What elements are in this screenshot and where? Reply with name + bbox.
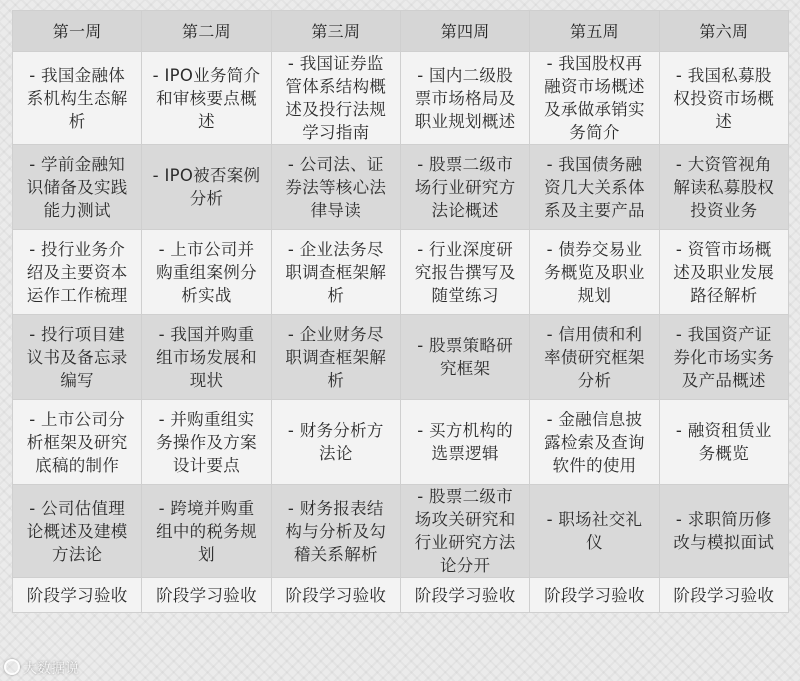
assessment-cell: 阶段学习验收 [659, 578, 788, 613]
topic-cell: - 公司法、证券法等核心法律导读 [271, 145, 400, 230]
topic-cell: - 求职简历修改与模拟面试 [659, 485, 788, 578]
topic-cell: - 投行业务介绍及主要资本运作工作梳理 [13, 230, 142, 315]
course-schedule-table [12, 10, 789, 613]
topic-cell: - IPO被否案例分析 [142, 145, 271, 230]
week-header: 第四周 [400, 11, 529, 52]
assessment-cell: 阶段学习验收 [530, 578, 659, 613]
topic-cell: - 我国债务融资几大关系体系及主要产品 [530, 145, 659, 230]
topic-cell: - 买方机构的选票逻辑 [400, 400, 529, 485]
assessment-cell: 阶段学习验收 [13, 578, 142, 613]
table-row [13, 400, 789, 485]
topic-cell: - 国内二级股票市场格局及职业规划概述 [400, 52, 529, 145]
topic-cell: - 跨境并购重组中的税务规划 [142, 485, 271, 578]
assessment-cell: 阶段学习验收 [142, 578, 271, 613]
week-header: 第六周 [659, 11, 788, 52]
week-header: 第三周 [271, 11, 400, 52]
topic-cell: - 我国证券监管体系结构概述及投行法规学习指南 [271, 52, 400, 145]
assessment-cell: 阶段学习验收 [400, 578, 529, 613]
week-header: 第一周 [13, 11, 142, 52]
topic-cell: - 行业深度研究报告撰写及随堂练习 [400, 230, 529, 315]
topic-cell: - 股票二级市场攻关研究和行业研究方法论分开 [400, 485, 529, 578]
topic-cell: - 我国股权再融资市场概述及承做承销实务简介 [530, 52, 659, 145]
topic-cell: - 职场社交礼仪 [530, 485, 659, 578]
topic-cell: - 财务报表结构与分析及勾稽关系解析 [271, 485, 400, 578]
table-row [13, 315, 789, 400]
topic-cell: - 信用债和利率债研究框架分析 [530, 315, 659, 400]
table-row [13, 145, 789, 230]
topic-cell: - 财务分析方法论 [271, 400, 400, 485]
watermark-logo-icon [4, 659, 20, 675]
topic-cell: - 股票策略研究框架 [400, 315, 529, 400]
assessment-cell: 阶段学习验收 [271, 578, 400, 613]
table-row [13, 230, 789, 315]
header-row [13, 11, 789, 52]
topic-cell: - 融资租赁业务概览 [659, 400, 788, 485]
table-row [13, 52, 789, 145]
table-row [13, 485, 789, 578]
week-header: 第五周 [530, 11, 659, 52]
topic-cell: - 股票二级市场行业研究方法论概述 [400, 145, 529, 230]
week-header: 第二周 [142, 11, 271, 52]
topic-cell: - 我国金融体系机构生态解析 [13, 52, 142, 145]
topic-cell: - 金融信息披露检索及查询软件的使用 [530, 400, 659, 485]
topic-cell: - 大资管视角解读私募股权投资业务 [659, 145, 788, 230]
watermark [4, 658, 79, 678]
topic-cell: - 资管市场概述及职业发展路径解析 [659, 230, 788, 315]
topic-cell: - 债券交易业务概览及职业规划 [530, 230, 659, 315]
topic-cell: - 我国并购重组市场发展和现状 [142, 315, 271, 400]
assessment-row [13, 578, 789, 613]
topic-cell: - 我国资产证券化市场实务及产品概述 [659, 315, 788, 400]
topic-cell: - 企业财务尽职调查框架解析 [271, 315, 400, 400]
watermark-text: 大数据说 [23, 661, 79, 677]
topic-cell: - IPO业务简介和审核要点概述 [142, 52, 271, 145]
topic-cell: - 企业法务尽职调查框架解析 [271, 230, 400, 315]
topic-cell: - 上市公司分析框架及研究底稿的制作 [13, 400, 142, 485]
topic-cell: - 上市公司并购重组案例分析实战 [142, 230, 271, 315]
topic-cell: - 公司估值理论概述及建模方法论 [13, 485, 142, 578]
topic-cell: - 并购重组实务操作及方案设计要点 [142, 400, 271, 485]
topic-cell: - 我国私募股权投资市场概述 [659, 52, 788, 145]
topic-cell: - 学前金融知识储备及实践能力测试 [13, 145, 142, 230]
topic-cell: - 投行项目建议书及备忘录编写 [13, 315, 142, 400]
